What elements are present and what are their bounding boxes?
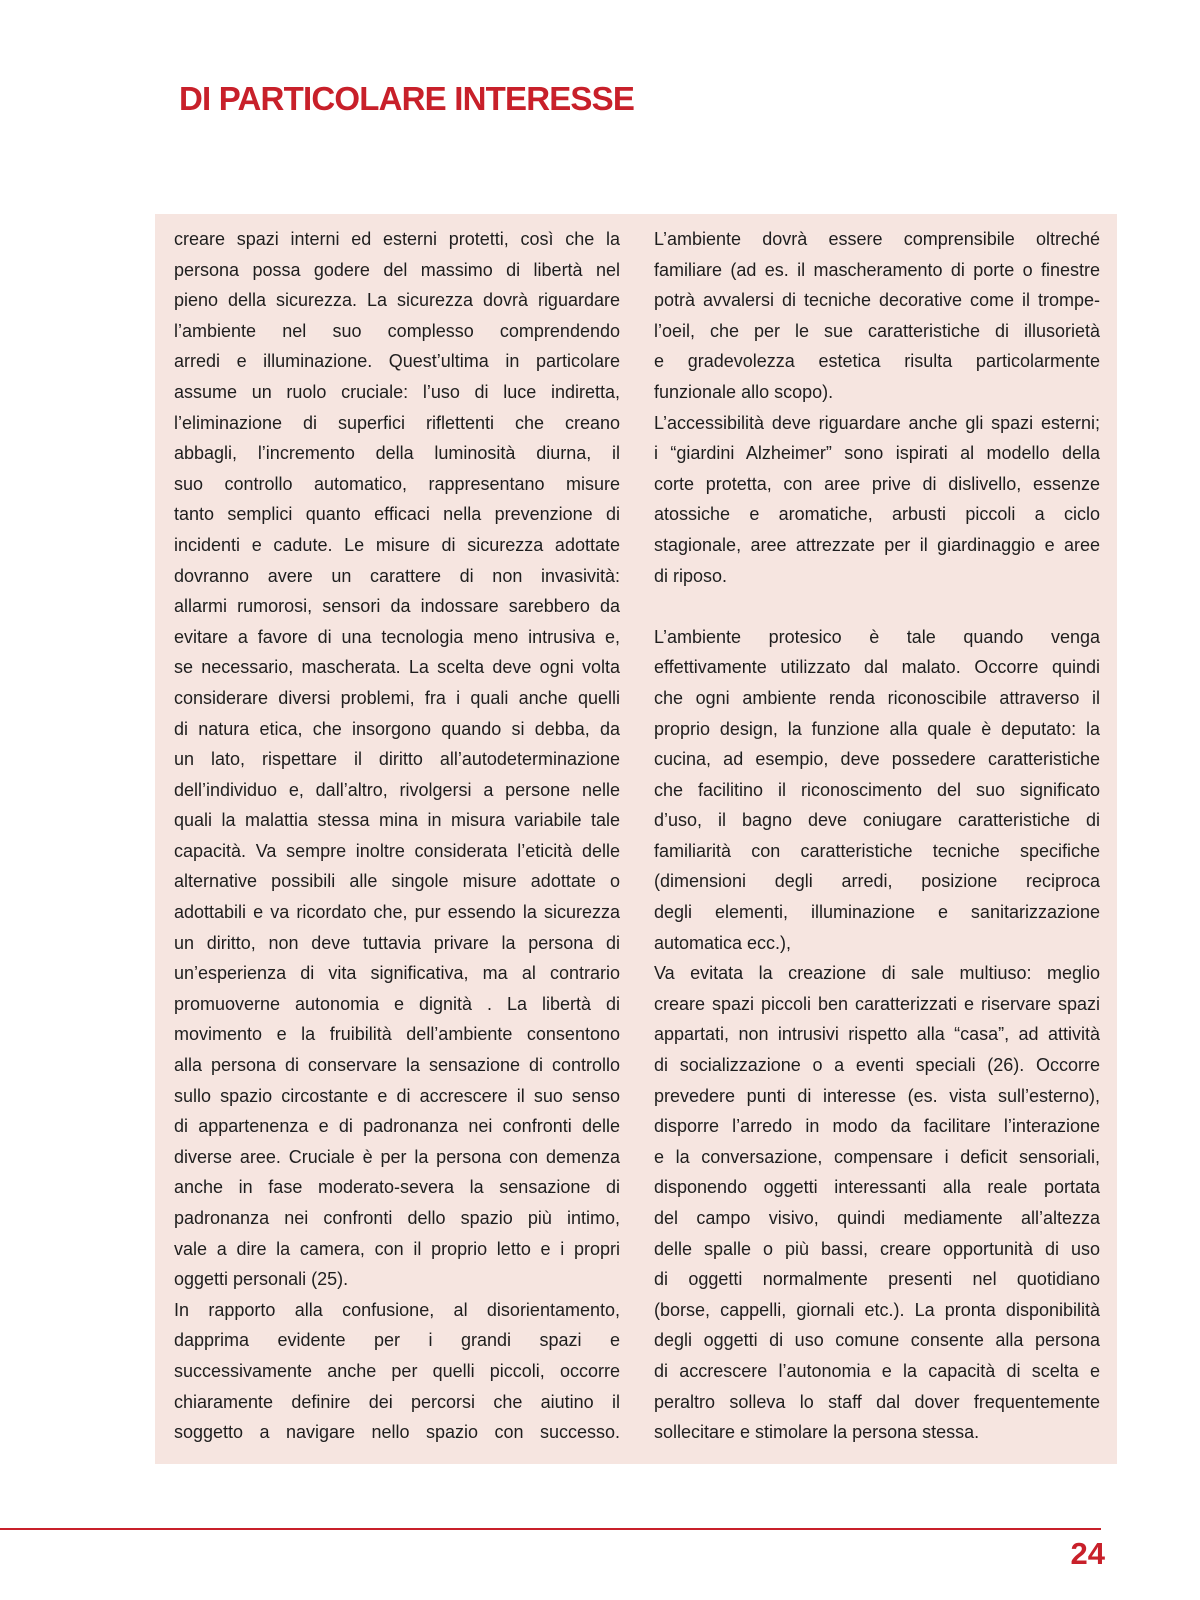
text-line: alla persona di conservare la sensazione di controllo xyxy=(174,1055,620,1076)
text-line: alternative possibili alle singole misure adottate o xyxy=(174,871,620,892)
text-line: d’uso, il bagno deve coniugare caratteristiche di xyxy=(654,810,1100,831)
text-line: prevedere punti di interesse (es. vista sull’esterno), xyxy=(654,1085,1100,1106)
text-line: potrà avvalersi di tecniche decorative come il trompe- xyxy=(654,290,1100,311)
text-line: arredi e illuminazione. Quest’ultima in particolare xyxy=(174,351,620,372)
text-line: padronanza nei confronti dello spazio più intimo, xyxy=(174,1208,620,1228)
text-line: automatica ecc.), xyxy=(654,932,792,953)
text-line: familiare (ad es. il mascheramento di porte o finestre xyxy=(654,259,1100,280)
text-line: stagionale, aree attrezzate per il giardinaggio e aree xyxy=(654,534,1100,555)
text-line: anche in fase moderato-severa la sensazione di xyxy=(174,1177,620,1198)
text-line: del campo visivo, quindi mediamente all’altezza xyxy=(654,1208,1100,1228)
text-line: proprio design, la funzione alla quale è deputato: la xyxy=(654,718,1100,739)
right-column xyxy=(654,224,1100,1448)
text-line: e gradevolezza estetica risulta particolarmente xyxy=(654,351,1100,372)
text-line: di socializzazione o a eventi speciali (26). Occorre xyxy=(654,1055,1100,1076)
text-line: corte protetta, con aree prive di dislivello, essenze xyxy=(654,473,1100,494)
text-line: l’oeil, che per le sue caratteristiche di illusorietà xyxy=(654,320,1100,341)
text-line: un lato, rispettare il diritto all’autodeterminazione xyxy=(174,749,620,770)
text-line: assume un ruolo cruciale: l’uso di luce indiretta, xyxy=(174,381,620,402)
text-line: di accrescere l’autonomia e la capacità di scelta e xyxy=(654,1360,1100,1381)
text-line: creare spazi interni ed esterni protetti, così che la xyxy=(174,229,620,249)
text-line: atossiche e aromatiche, arbusti piccoli a ciclo xyxy=(654,504,1100,525)
text-line: soggetto a navigare nello spazio con successo. xyxy=(174,1422,620,1443)
text-line: cucina, ad esempio, deve possedere caratteristiche xyxy=(654,749,1100,770)
text-line: creare spazi piccoli ben caratterizzati e riservare spazi xyxy=(654,993,1100,1014)
text-line: delle spalle o più bassi, creare opportunità di uso xyxy=(654,1238,1100,1259)
text-line: oggetti personali (25). xyxy=(174,1269,349,1290)
page-number: 24 xyxy=(1070,1536,1105,1571)
text-line: disporre l’arredo in modo da facilitare l’interazione xyxy=(654,1116,1100,1137)
text-line: se necessario, mascherata. La scelta deve ogni volta xyxy=(174,657,620,678)
paragraph-gap xyxy=(654,591,1100,622)
text-line: i “giardini Alzheimer” sono ispirati al modello della xyxy=(654,443,1100,464)
text-line: L’ambiente protesico è tale quando venga xyxy=(654,626,1100,647)
text-line: In rapporto alla confusione, al disorientamento, xyxy=(174,1299,620,1320)
left-column xyxy=(174,224,620,1448)
text-line: diverse aree. Cruciale è per la persona con demenza xyxy=(174,1146,620,1167)
text-line: che facilitino il riconoscimento del suo significato xyxy=(654,779,1100,800)
text-line: quali la malattia stessa mina in misura variabile tale xyxy=(174,810,620,831)
text-line: considerare diversi problemi, fra i quali anche quelli xyxy=(174,687,620,708)
text-line: tanto semplici quanto efficaci nella prevenzione di xyxy=(174,504,620,525)
text-line: pieno della sicurezza. La sicurezza dovrà riguardare xyxy=(174,290,620,311)
text-line: adottabili e va ricordato che, pur essendo la sicurezza xyxy=(174,902,620,923)
text-line: movimento e la fruibilità dell’ambiente consentono xyxy=(174,1024,620,1045)
text-line: appartati, non intrusivi rispetto alla “casa”, ad attività xyxy=(654,1024,1100,1045)
text-line: vale a dire la camera, con il proprio letto e i propri xyxy=(174,1238,620,1259)
text-line: l’eliminazione di superfici riflettenti che creano xyxy=(174,412,620,433)
text-line: persona possa godere del massimo di libertà nel xyxy=(174,259,620,280)
text-line: allarmi rumorosi, sensori da indossare sarebbero da xyxy=(174,596,620,617)
text-line: L’accessibilità deve riguardare anche gli spazi esterni; xyxy=(654,412,1100,433)
text-line: dapprima evidente per i grandi spazi e xyxy=(174,1330,620,1351)
text-line: suo controllo automatico, rappresentano misure xyxy=(174,473,620,494)
text-line: evitare a favore di una tecnologia meno intrusiva e, xyxy=(174,626,620,647)
text-line: (borse, cappelli, giornali etc.). La pronta disponibilità xyxy=(654,1299,1100,1320)
text-line: effettivamente utilizzato dal malato. Occorre quindi xyxy=(654,657,1100,678)
text-line: l’ambiente nel suo complesso comprendendo xyxy=(174,320,620,341)
text-line: un’esperienza di vita significativa, ma al contrario xyxy=(174,963,620,984)
text-line: abbagli, l’incremento della luminosità diurna, il xyxy=(174,443,620,464)
text-line: familiarità con caratteristiche tecniche specifiche xyxy=(654,840,1100,861)
text-line: Va evitata la creazione di sale multiuso: meglio xyxy=(654,963,1100,984)
text-line: un diritto, non deve tuttavia privare la persona di xyxy=(174,932,620,953)
text-line: di oggetti normalmente presenti nel quotidiano xyxy=(654,1269,1100,1290)
text-line: di riposo. xyxy=(654,565,728,586)
text-line: e la conversazione, compensare i deficit sensoriali, xyxy=(654,1146,1100,1167)
text-line: dovranno avere un carattere di non invasività: xyxy=(174,565,620,586)
text-line: sollecitare e stimolare la persona stessa. xyxy=(654,1422,980,1443)
text-line: di natura etica, che insorgono quando si debba, da xyxy=(174,718,620,739)
text-line: degli elementi, illuminazione e sanitarizzazione xyxy=(654,902,1100,923)
section-title: DI PARTICOLARE INTERESSE xyxy=(179,80,635,117)
text-line: peraltro solleva lo staff dal dover frequentemente xyxy=(654,1391,1100,1412)
text-line: di appartenenza e di padronanza nei confronti delle xyxy=(174,1116,620,1137)
text-line: disponendo oggetti interessanti alla reale portata xyxy=(654,1177,1100,1198)
text-line: chiaramente definire dei percorsi che aiutino il xyxy=(174,1391,620,1412)
text-line: L’ambiente dovrà essere comprensibile oltreché xyxy=(654,229,1100,249)
text-line: che ogni ambiente renda riconoscibile attraverso il xyxy=(654,687,1100,708)
text-line: sullo spazio circostante e di accrescere il suo senso xyxy=(174,1085,620,1106)
footer-rule xyxy=(0,1528,1101,1530)
text-line: successivamente anche per quelli piccoli, occorre xyxy=(174,1360,620,1381)
text-line: capacità. Va sempre inoltre considerata l’eticità delle xyxy=(174,840,620,861)
text-line: promuoverne autonomia e dignità . La libertà di xyxy=(174,993,620,1014)
text-line: incidenti e cadute. Le misure di sicurezza adottate xyxy=(174,534,620,555)
text-line: dell’individuo e, dall’altro, rivolgersi a persone nelle xyxy=(174,779,620,800)
content-box xyxy=(155,214,1117,1464)
text-line: funzionale allo scopo). xyxy=(654,381,834,402)
text-line: degli oggetti di uso comune consente alla persona xyxy=(654,1330,1100,1351)
text-line: (dimensioni degli arredi, posizione reciproca xyxy=(654,871,1100,892)
